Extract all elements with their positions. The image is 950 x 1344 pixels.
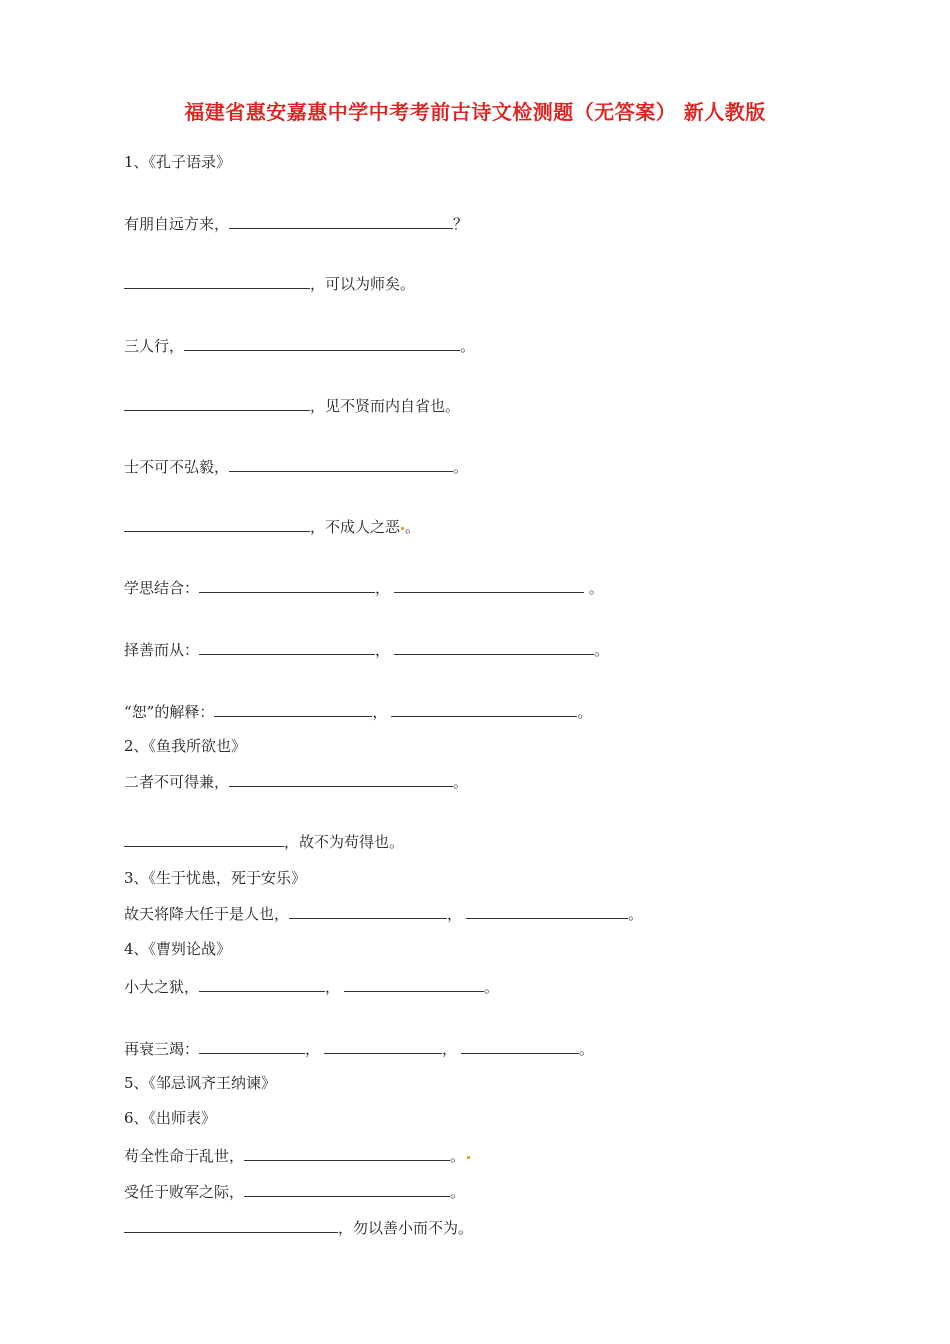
question-line-12 (124, 904, 643, 924)
question-text: ， (372, 703, 388, 721)
answer-blank[interactable] (394, 578, 584, 593)
question-text: 。 (628, 905, 644, 923)
question-line-14 (124, 1039, 594, 1059)
question-text: ，见不贤而内自省也。 (310, 397, 461, 415)
answer-blank[interactable] (244, 1146, 450, 1161)
answer-blank[interactable] (324, 1039, 442, 1054)
section-heading-2: 2、《鱼我所欲也》 (124, 737, 247, 755)
answer-blank[interactable] (124, 396, 310, 411)
question-line-13 (124, 977, 499, 997)
answer-blank[interactable] (229, 457, 453, 472)
answer-blank[interactable] (124, 1218, 338, 1233)
section-heading-6: 6、《出师表》 (124, 1109, 217, 1127)
answer-blank[interactable] (394, 640, 594, 655)
question-text: 择善而从： (124, 641, 200, 659)
question-line-11 (124, 832, 404, 852)
question-text: 。 (484, 978, 500, 996)
answer-blank[interactable] (199, 977, 325, 992)
question-line-5 (124, 457, 468, 477)
question-text: ， (447, 905, 463, 923)
question-text: ， (442, 1040, 458, 1058)
question-text: 。 (450, 1147, 466, 1165)
question-text: 三人行， (124, 337, 185, 355)
question-text: 。 (453, 458, 469, 476)
question-text: 苟全性命于乱世， (124, 1147, 245, 1165)
question-text: 。 (577, 703, 593, 721)
question-line-4 (124, 396, 460, 416)
question-text: ， (325, 978, 341, 996)
question-text: ， (375, 579, 391, 597)
question-text: ， (375, 641, 391, 659)
question-line-9 (124, 702, 592, 722)
document-title: 福建省惠安嘉惠中学中考考前古诗文检测题（无答案） 新人教版 (184, 100, 766, 124)
answer-blank[interactable] (344, 977, 484, 992)
question-line-3 (124, 336, 475, 356)
question-text: 士不可不弘毅， (124, 458, 230, 476)
question-text: ， (305, 1040, 321, 1058)
question-text: ，勿以善小而不为。 (338, 1219, 474, 1237)
question-text: ，可以为师矣。 (310, 275, 416, 293)
question-line-2 (124, 274, 415, 294)
answer-blank[interactable] (199, 578, 375, 593)
answer-blank[interactable] (244, 1182, 450, 1197)
answer-blank[interactable] (466, 904, 628, 919)
section-heading-5: 5、《邹忌讽齐王纳谏》 (124, 1074, 277, 1092)
question-text: 。 (450, 1183, 466, 1201)
section-heading-1: 1、《孔子语录》 (124, 153, 232, 171)
question-text: ，不成人之恶 (310, 518, 401, 536)
answer-blank[interactable] (199, 1039, 305, 1054)
question-text: “恕”的解释： (124, 703, 215, 721)
question-text: 有朋自远方来， (124, 215, 230, 233)
section-heading-3: 3、《生于忧患，死于安乐》 (124, 869, 307, 887)
question-text: 二者不可得兼， (124, 773, 230, 791)
answer-blank[interactable] (461, 1039, 579, 1054)
answer-blank[interactable] (229, 214, 453, 229)
section-heading-4: 4、《曹刿论战》 (124, 940, 232, 958)
answer-blank[interactable] (289, 904, 447, 919)
answer-blank[interactable] (184, 336, 460, 351)
question-line-8 (124, 640, 609, 660)
question-text: 再衰三竭： (124, 1040, 200, 1058)
question-text: 受任于败军之际， (124, 1183, 245, 1201)
answer-blank[interactable] (229, 772, 453, 787)
question-line-16 (124, 1182, 465, 1202)
question-text: ？ (453, 215, 469, 233)
question-text: 。 (584, 579, 604, 597)
answer-blank[interactable] (214, 702, 372, 717)
question-line-15 (124, 1146, 471, 1166)
question-text: 。 (405, 518, 421, 536)
highlight-mark (401, 527, 404, 530)
question-text: 。 (579, 1040, 595, 1058)
question-line-1 (124, 214, 468, 234)
answer-blank[interactable] (124, 832, 284, 847)
question-line-17 (124, 1218, 473, 1238)
question-text: 。 (594, 641, 610, 659)
question-text: 。 (453, 773, 469, 791)
highlight-mark (467, 1156, 470, 1159)
answer-blank[interactable] (124, 274, 310, 289)
question-text: 故天将降大任于是人也， (124, 905, 290, 923)
question-text: ，故不为苟得也。 (284, 833, 405, 851)
question-text: 。 (460, 337, 476, 355)
answer-blank[interactable] (199, 640, 375, 655)
answer-blank[interactable] (391, 702, 577, 717)
question-text: 学思结合： (124, 579, 200, 597)
question-line-6 (124, 517, 420, 537)
question-line-7 (124, 578, 604, 598)
question-line-10 (124, 772, 468, 792)
answer-blank[interactable] (124, 517, 310, 532)
question-text: 小大之狱， (124, 978, 200, 996)
